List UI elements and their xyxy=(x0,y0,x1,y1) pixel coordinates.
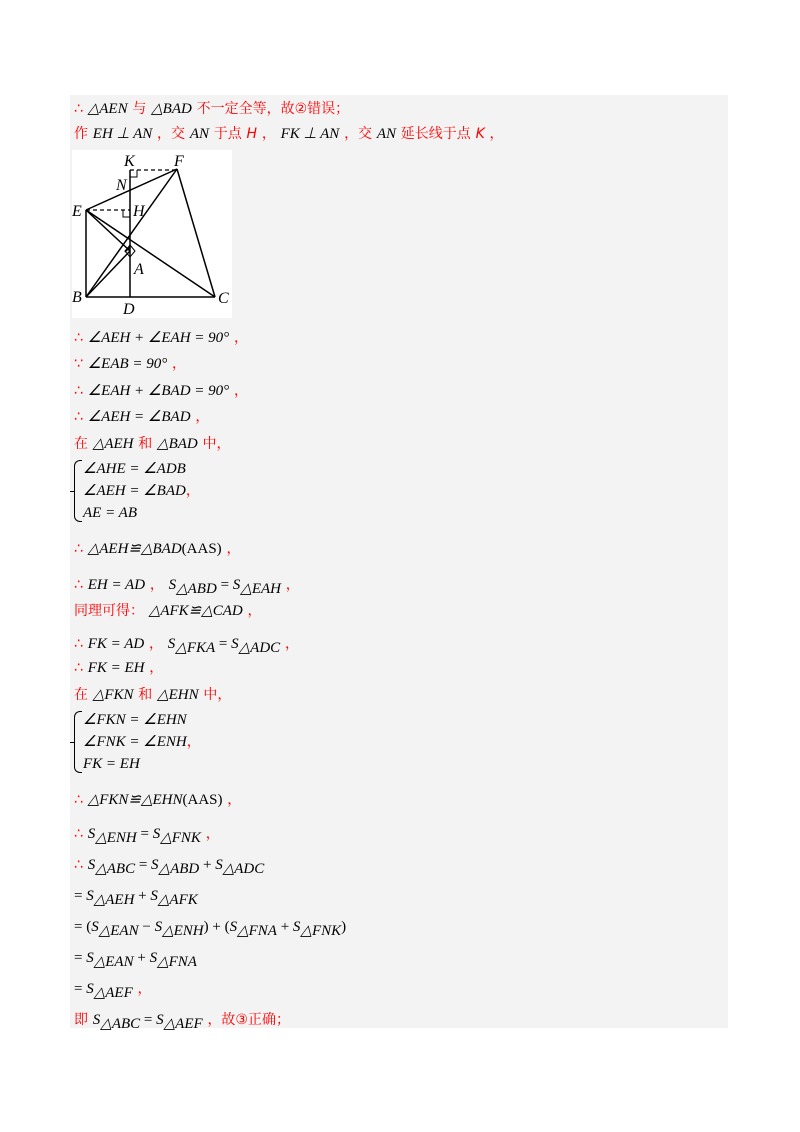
label-a: A xyxy=(134,261,144,278)
text: 与 xyxy=(132,101,147,117)
math: = xyxy=(74,888,87,904)
in-triangles-line xyxy=(74,432,231,454)
equation-system-1 xyxy=(74,458,234,524)
therefore-sign: ∴ xyxy=(74,577,83,593)
math: ∠AEH = ∠BAD xyxy=(87,409,191,425)
text: ， xyxy=(284,636,299,652)
math: + xyxy=(276,919,293,935)
math: ) xyxy=(341,919,347,935)
system-row xyxy=(83,731,201,753)
therefore-sign: ∴ xyxy=(74,330,83,346)
equal-area-line-3 xyxy=(74,822,220,844)
math: S xyxy=(215,857,223,873)
angle-sum-line-2 xyxy=(74,379,248,401)
text: 于点 xyxy=(213,126,242,142)
math: ∠AEH + ∠EAH = 90° xyxy=(87,330,230,346)
text: 延长线于点 xyxy=(400,126,471,142)
text: ， xyxy=(172,356,187,372)
math: = xyxy=(215,636,232,652)
math: + xyxy=(134,888,151,904)
text: K xyxy=(475,126,485,142)
math: S xyxy=(167,636,176,652)
math: AN xyxy=(189,126,209,142)
angle-equal-line xyxy=(74,405,209,427)
system-row xyxy=(83,480,200,502)
text: ，交 xyxy=(157,126,186,142)
math: △FKN xyxy=(92,687,134,703)
math: △AEH xyxy=(92,436,134,452)
text: ， xyxy=(195,409,210,425)
text: ，故③正确； xyxy=(207,1012,290,1028)
therefore-sign: ∴ xyxy=(74,660,83,676)
math: (AAS) xyxy=(181,541,222,557)
subscript: △ABC xyxy=(95,861,136,877)
math: △AFK≌△CAD xyxy=(148,603,243,619)
text: ， xyxy=(137,981,152,997)
subscript: △AEH xyxy=(93,892,135,908)
math: S xyxy=(168,577,177,593)
math: S xyxy=(151,857,159,873)
math: ∠EAB = 90° xyxy=(87,356,168,372)
label-k: K xyxy=(124,153,135,170)
subscript: △FNK xyxy=(300,923,342,939)
equation-system-2 xyxy=(74,709,234,775)
subscript: △AFK xyxy=(157,892,198,908)
subscript: △ENH xyxy=(162,923,204,939)
text: ，交 xyxy=(344,126,373,142)
text: H xyxy=(246,126,258,142)
subscript: △ADC xyxy=(238,640,281,656)
text: ， xyxy=(149,660,164,676)
area-derivation-line-4 xyxy=(74,946,197,968)
text: 即 xyxy=(74,1012,88,1028)
therefore-sign: ∴ xyxy=(74,101,83,117)
math: ∠EAH + ∠BAD = 90° xyxy=(87,383,230,399)
subscript: △FKA xyxy=(175,640,216,656)
math: = xyxy=(216,577,233,593)
given-right-angle-line xyxy=(74,352,186,374)
therefore-sign: ∴ xyxy=(74,792,83,808)
label-c: C xyxy=(218,290,229,307)
math: FK = AD xyxy=(87,636,145,652)
math: S xyxy=(292,919,301,935)
math: − xyxy=(138,919,155,935)
in-triangles-line-2 xyxy=(74,683,231,705)
area-derivation-line-1 xyxy=(74,853,264,875)
math-triangle-bad: △BAD xyxy=(151,101,192,117)
math: ∠FNK = ∠ENH xyxy=(83,734,187,750)
therefore-sign: ∴ xyxy=(74,826,83,842)
math: S xyxy=(154,919,163,935)
label-f: F xyxy=(174,153,184,170)
text: ， xyxy=(149,636,163,652)
subscript: △ABC xyxy=(100,1016,141,1032)
geometry-diagram xyxy=(72,150,232,318)
math: = xyxy=(74,950,87,966)
math: △BAD xyxy=(157,436,198,452)
math: + xyxy=(133,950,150,966)
therefore-sign: ∴ xyxy=(74,541,83,557)
therefore-sign: ∴ xyxy=(74,409,83,425)
math: S xyxy=(231,636,239,652)
system-row: ∠AHE = ∠ADB xyxy=(83,461,186,477)
conclusion-line-1 xyxy=(74,97,349,119)
fk-eq-eh-line xyxy=(74,656,163,678)
math: = xyxy=(74,981,87,997)
math: S xyxy=(87,857,96,873)
text: ， xyxy=(185,483,200,499)
geometry-figure xyxy=(72,150,232,318)
math: S xyxy=(150,888,158,904)
congruence-line-2 xyxy=(74,788,241,810)
math: EH = AD xyxy=(87,577,146,593)
text: 在 xyxy=(74,436,88,452)
subscript: △ABD xyxy=(176,581,217,597)
math-triangle-aen: △AEN xyxy=(87,101,128,117)
math: = xyxy=(135,857,152,873)
math: S xyxy=(91,919,99,935)
text: 在 xyxy=(74,687,88,703)
final-conclusion-line xyxy=(74,1008,290,1030)
math: S xyxy=(86,950,94,966)
math: AN xyxy=(376,126,397,142)
therefore-sign: ∴ xyxy=(74,857,83,873)
math: + xyxy=(199,857,216,873)
label-h: H xyxy=(133,203,145,220)
math: EH ⊥ AN xyxy=(92,126,153,142)
text: ， xyxy=(261,126,276,142)
math: S xyxy=(152,826,161,842)
math: = ( xyxy=(74,919,92,935)
equal-area-line-1 xyxy=(74,573,300,595)
math: = xyxy=(136,826,153,842)
math: △FKN≌△EHN xyxy=(87,792,183,808)
label-e: E xyxy=(72,203,82,220)
math: S xyxy=(86,981,94,997)
because-sign: ∵ xyxy=(74,356,83,372)
system-row: FK = EH xyxy=(83,756,140,772)
therefore-sign: ∴ xyxy=(74,636,83,652)
math: ∠AEH = ∠BAD xyxy=(83,483,186,499)
left-brace xyxy=(74,711,82,773)
subscript: △FNA xyxy=(237,923,277,939)
math: ) + ( xyxy=(203,919,230,935)
text: ， xyxy=(233,330,248,346)
text: 作 xyxy=(74,126,88,142)
subscript: △EAN xyxy=(93,954,134,970)
text: ， xyxy=(227,792,242,808)
subscript: △AEF xyxy=(93,985,133,1001)
math: FK = EH xyxy=(87,660,145,676)
text: 不一定全等，故②错误； xyxy=(196,101,350,117)
system-row: AE = AB xyxy=(83,505,138,521)
similarly-line xyxy=(74,599,262,621)
math: S xyxy=(232,577,241,593)
text: ， xyxy=(205,826,220,842)
text: 和 xyxy=(138,436,153,452)
subscript: △FNA xyxy=(157,954,197,970)
text: ， xyxy=(285,577,300,593)
math: S xyxy=(92,1012,101,1028)
area-derivation-line-3 xyxy=(74,915,346,937)
math: S xyxy=(149,950,158,966)
construction-line xyxy=(74,122,504,144)
text: 中， xyxy=(202,436,231,452)
subscript: △ADC xyxy=(222,861,265,877)
label-d: D xyxy=(123,301,135,318)
subscript: △ENH xyxy=(95,830,137,846)
text: ， xyxy=(149,577,164,593)
math: S xyxy=(86,888,94,904)
area-derivation-line-2 xyxy=(74,884,198,906)
angle-sum-line xyxy=(74,326,248,348)
text: ， xyxy=(186,734,201,750)
label-n: N xyxy=(116,177,127,194)
math: FK ⊥ AN xyxy=(280,126,340,142)
therefore-sign: ∴ xyxy=(74,383,83,399)
math: S xyxy=(87,826,96,842)
text: ， xyxy=(247,603,262,619)
text: ， xyxy=(489,126,504,142)
text: ， xyxy=(226,541,241,557)
text: 中， xyxy=(203,687,232,703)
area-derivation-line-5 xyxy=(74,977,152,999)
math: S xyxy=(229,919,238,935)
subscript: △AEF xyxy=(163,1016,203,1032)
text: ， xyxy=(233,383,248,399)
text: 同理可得： xyxy=(74,603,144,619)
math: △EHN xyxy=(157,687,199,703)
equal-area-line-2 xyxy=(74,632,299,654)
math: = xyxy=(140,1012,157,1028)
system-row: ∠FKN = ∠EHN xyxy=(83,712,187,728)
subscript: △FNK xyxy=(160,830,201,846)
math: S xyxy=(156,1012,164,1028)
congruence-line-1 xyxy=(74,537,240,559)
math: △AEH≌△BAD xyxy=(87,541,182,557)
subscript: △ABD xyxy=(158,861,200,877)
label-b: B xyxy=(72,289,82,306)
left-brace xyxy=(74,460,82,522)
subscript: △EAH xyxy=(240,581,281,597)
math: (AAS) xyxy=(182,792,223,808)
text: 和 xyxy=(138,687,153,703)
subscript: △EAN xyxy=(98,923,139,939)
